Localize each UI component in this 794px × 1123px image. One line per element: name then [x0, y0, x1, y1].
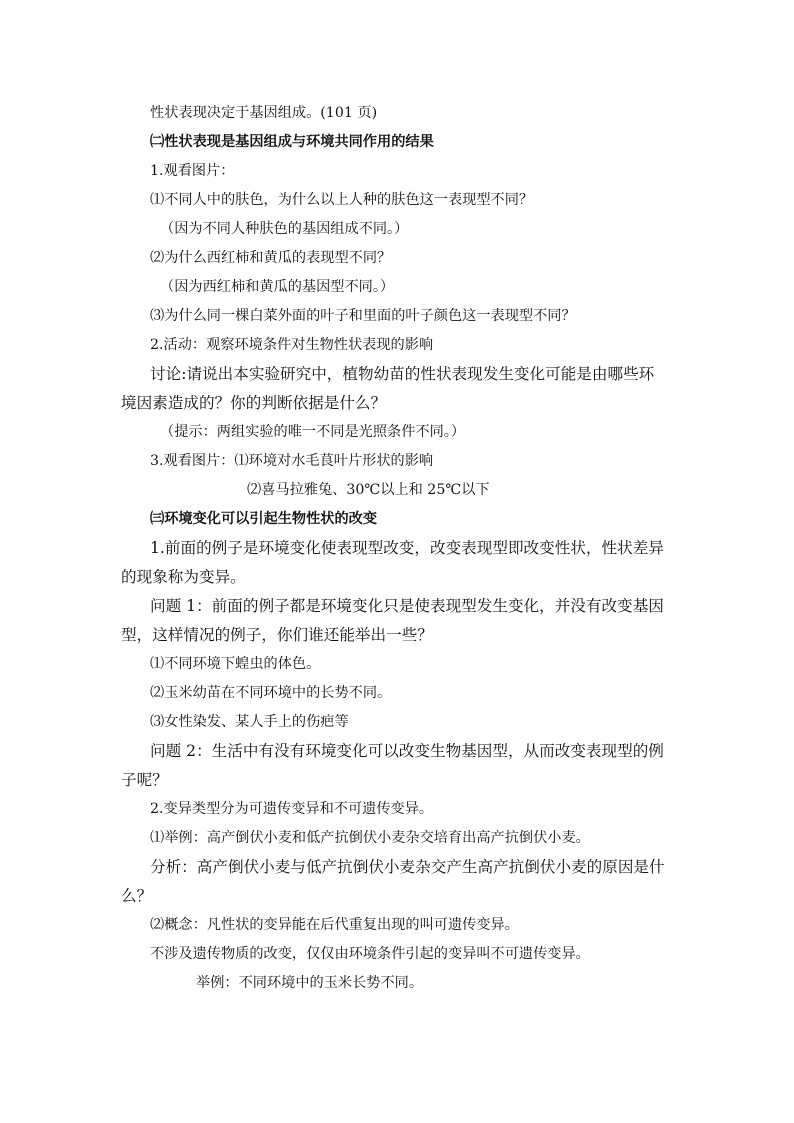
text-line: 的现象称为变异。: [121, 568, 246, 586]
text-line: 不涉及遗传物质的改变，仅仅由环境条件引起的变异叫不可遗传变异。: [150, 946, 590, 962]
text-line: ⑵喜马拉雅兔、30℃以上和 25℃以下: [247, 482, 490, 498]
text-line: 1.前面的例子是环境变化使表现型改变，改变表现型即改变性状，性状差异: [150, 539, 664, 557]
text-line: ⑵为什么西红柿和黄瓜的表现型不同？: [150, 250, 392, 266]
text-line: ⑴举例：高产倒伏小麦和低产抗倒伏小麦杂交培育出高产抗倒伏小麦。: [150, 830, 590, 846]
text-line: ⑶女性染发、某人手上的伤疤等: [150, 714, 349, 730]
text-line: 子呢？: [121, 771, 168, 789]
text-line: （因为不同人种肤色的基因组成不同。）: [160, 221, 409, 237]
text-line: 2.活动：观察环境条件对生物性状表现的影响: [150, 337, 434, 353]
text-line: 举例：不同环境中的玉米长势不同。: [196, 975, 424, 991]
text-line: ⑴不同人中的肤色，为什么以上人种的肤色这一表现型不同？: [150, 192, 534, 208]
text-line: 讨论:请说出本实验研究中，植物幼苗的性状表现发生变化可能是由哪些环: [150, 365, 655, 383]
text-line: 问题 1：前面的例子都是环境变化只是使表现型发生变化，并没有改变基因: [150, 597, 664, 615]
text-line: （因为西红柿和黄瓜的基因型不同。）: [160, 279, 395, 295]
text-line: 1.观看图片：: [150, 163, 235, 179]
text-line: ⑵概念：凡性状的变异能在后代重复出现的叫可遗传变异。: [150, 917, 519, 933]
text-line: ⑵玉米幼苗在不同环境中的长势不同。: [150, 685, 392, 701]
text-line: 性状表现决定于基因组成。(101 页): [150, 105, 378, 121]
text-line: 么？: [121, 887, 153, 905]
text-line: 3.观看图片：⑴环境对水毛茛叶片形状的影响: [150, 453, 434, 469]
text-line: 问题 2：生活中有没有环境变化可以改变生物基因型，从而改变表现型的例: [150, 742, 664, 760]
text-line: ⑴不同环境下蝗虫的体色。: [150, 656, 321, 672]
text-line: ⑶为什么同一棵白菜外面的叶子和里面的叶子颜色这一表现型不同？: [150, 308, 576, 324]
text-line: 分析：高产倒伏小麦与低产抗倒伏小麦杂交产生高产抗倒伏小麦的原因是什: [150, 858, 665, 876]
text-line: 型，这样情况的例子，你们谁还能举出一些？: [121, 626, 433, 644]
text-line: （提示：两组实验的唯一不同是光照条件不同。）: [160, 424, 466, 440]
text-line: 2.变异类型分为可遗传变异和不可遗传变异。: [150, 801, 434, 817]
text-line: 境因素造成的？你的判断依据是什么？: [121, 394, 387, 412]
section-heading: ㈡性状表现是基因组成与环境共同作用的结果: [150, 134, 434, 150]
section-heading: ㈢环境变化可以引起生物性状的改变: [150, 511, 378, 527]
